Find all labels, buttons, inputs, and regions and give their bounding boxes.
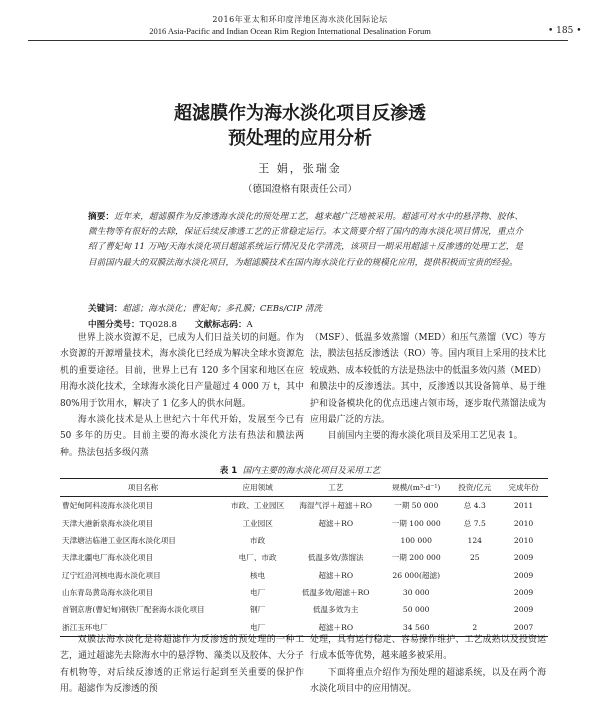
clc-label: 中图分类号： [88,320,140,330]
table-row [60,584,548,601]
table-cell: 天津北疆电厂海水淡化项目 [62,553,154,563]
body-paragraph: 世界上淡水资源不足，已成为人们日益关切的问题。作为水资源的开源增量技术，海水淡化已经成为解决全球水资源危机的重要途径。目前，世界上已有 120 多个国家和地区在应用海水淡化技术，全球海水淡化日产量超过 4 000 万 t，其中 80%用于饮用水，解决了 1 亿多人的供水问题。 [60,333,304,409]
table-cell: 天津塘沽临港工业区海水淡化项目 [62,535,176,545]
table-header-cell: 完成年份 [499,479,548,497]
table-caption-label: 表 1 [219,466,238,476]
table-cell: 工业园区 [242,518,273,528]
body-paragraph: 海水淡化技术是从上世纪六十年代开始，发展至今已有 50 多年的历史。目前主要的海水淡化方法有热法和膜法两种。热法包括多级闪蒸 [60,415,304,458]
body-left-column [60,330,304,461]
table-cell: 2009 [513,605,534,615]
table-cell: 一期 50 000 [394,501,439,511]
table-cell [450,567,499,584]
table-cell: 总 7.5 [463,518,486,528]
table-row [60,549,548,566]
doc-code-label: 文献标志码： [194,320,247,330]
affiliation: （德国澄格有限责任公司） [242,184,357,195]
table-cell: 2010 [513,535,534,545]
body-paragraph: （MSF）、低温多效蒸馏（MED）和压气蒸馏（VC）等方法，膜法包括反渗透法（RO）等。国内项目上采用的技术比较成熟、成本较低的方法是热法中的低温多效闪蒸（MED）和膜法中的反渗透法。其中，反渗透以其设备简单、易于维护和设备模块化的优点迅速占领市场，逐步取代蒸馏法成为应用最广泛的方法。 [310,333,546,426]
table-cell: 2009 [513,588,534,598]
table-row [60,567,548,584]
table-header-cell: 应用领域 [226,479,289,497]
table-cell: 辽宁红沿河核电海水淡化项目 [62,570,161,580]
keywords-label: 关键词： [88,304,123,314]
table-cell: 一期 200 000 [391,553,441,563]
keywords-text: 超滤；海水淡化；曹妃甸；多孔膜；CEBs/CIP 清洗 [122,304,323,314]
table-caption [0,464,600,476]
table-cell: 低温多效/蒸馏法 [307,553,364,563]
body-left-column-lower [60,632,304,698]
table-cell: 超滤＋RO [318,570,354,580]
clc-value: TQ028.8 [139,320,177,330]
table-header-cell: 规模/(m³·d⁻¹) [382,479,450,497]
table-cell: 电厂 [226,619,289,637]
table-cell: 市政 [250,535,266,545]
table-cell [289,532,382,549]
table-cell: 一期 100 000 [391,518,441,528]
table-cell: 100 000 [400,535,432,545]
authors: 王 娟，张瑞金 [258,162,342,175]
table-cell: 钢厂 [250,605,266,615]
table-cell: 天津大港新泉海水淡化项目 [62,518,154,528]
table-cell [450,584,499,601]
table-cell: 超滤＋RO [289,619,382,637]
abstract-label: 摘要： [88,212,115,222]
table-header-cell: 投资/亿元 [450,479,499,497]
doc-code-value: A [246,320,253,330]
table-cell: 超滤＋RO [318,518,354,528]
page-number: • 185 • [548,26,582,36]
table-cell: 2010 [513,518,534,528]
table-cell: 市政、工业园区 [231,501,285,511]
conference-title-cn: 2016年亚太和环印度洋地区海水淡化国际论坛 [212,15,388,24]
table-cell: 26 000(超滤) [392,570,441,580]
table-cell: 浙江玉环电厂 [60,619,226,637]
keywords [88,302,528,314]
table-row [60,532,548,549]
body-right-column-lower [310,632,546,698]
body-paragraph: 双膜法海水淡化是将超滤作为反渗透的预处理的一种工艺，通过超滤先去除海水中的悬浮物、藻类以及胶体、大分子有机物等，对后续反渗透的正常运行起到至关重要的保护作用。超滤作为反渗透的预 [60,635,304,695]
classification [88,318,528,330]
table-row [60,514,548,531]
table-cell: 山东青岛黄岛海水淡化项目 [62,588,154,598]
body-paragraph: 目前国内主要的海水淡化项目及采用工艺见表 1。 [327,431,523,442]
table-header-cell: 项目名称 [60,479,226,497]
table-cell: 25 [469,553,480,563]
body-paragraph: 下面将重点介绍作为预处理的超滤系统，以及在两个海水淡化项目中的应用情况。 [310,667,546,695]
table-cell: 电厂 [250,588,266,598]
table-cell: 首钢京唐(曹妃甸)钢铁厂配套海水淡化项目 [62,605,205,615]
table-row [60,601,548,618]
paper-title-line1: 超滤膜作为海水淡化项目反渗透 [174,103,426,124]
table-cell: 50 000 [402,605,430,615]
header-rule [28,40,568,41]
project-table [60,478,548,637]
abstract-text: 近年来，超滤膜作为反渗透海水淡化的预处理工艺，越来越广泛地被采用。超滤可对水中的悬浮物、胶体、微生物等有很好的去除，保证后续反渗透工艺的正常稳定运行。本文简要介绍了国内的海水淡化项目情况，重点介绍了曹妃甸 11 万吨/天海水淡化项目超滤系统运行情况及化学清洗，该项目一期采用超滤＋反渗透的处理工艺，是目前国内最大的双膜法海水淡化项目，为超滤膜技术在国内海水淡化行业的规模化应用，提供积极而宝贵的经验。 [88,212,523,268]
table-cell: 30 000 [402,588,430,598]
table-cell: 总 4.3 [463,501,486,511]
table-cell: 电厂、市政 [238,553,277,563]
table-cell: 2 [450,619,499,637]
body-right-column [310,330,546,445]
table-row [60,497,548,515]
abstract [88,210,523,271]
body-paragraph: 处理，具有运行稳定、容易操作维护、工艺成熟以及投资运行成本低等优势，越来越多被采用。 [310,635,546,662]
table-caption-text: 国内主要的海水淡化项目及采用工艺 [242,466,381,476]
table-cell: 2009 [513,570,534,580]
table-cell: 2007 [499,619,548,637]
table-cell: 2011 [513,501,534,511]
paper-title-line2: 预处理的应用分析 [228,128,372,149]
table-header-cell: 工艺 [289,479,382,497]
table-header-row [60,479,548,497]
table-cell: 124 [467,535,483,545]
table-cell: 海湿气浮＋超滤＋RO [299,501,373,511]
table-cell [450,601,499,618]
table-cell: 曹妃甸阿科凌海水淡化项目 [62,501,154,511]
conference-title-en: 2016 Asia-Pacific and Indian Ocean Rim Region International Desalination Forum [149,26,431,36]
table-cell: 2009 [513,553,534,563]
table-cell: 低温多效为主 [312,605,359,615]
table-cell: 34 560 [382,619,450,637]
table-cell: 低温多效/超滤＋RO [301,588,370,598]
table-cell: 核电 [250,570,266,580]
